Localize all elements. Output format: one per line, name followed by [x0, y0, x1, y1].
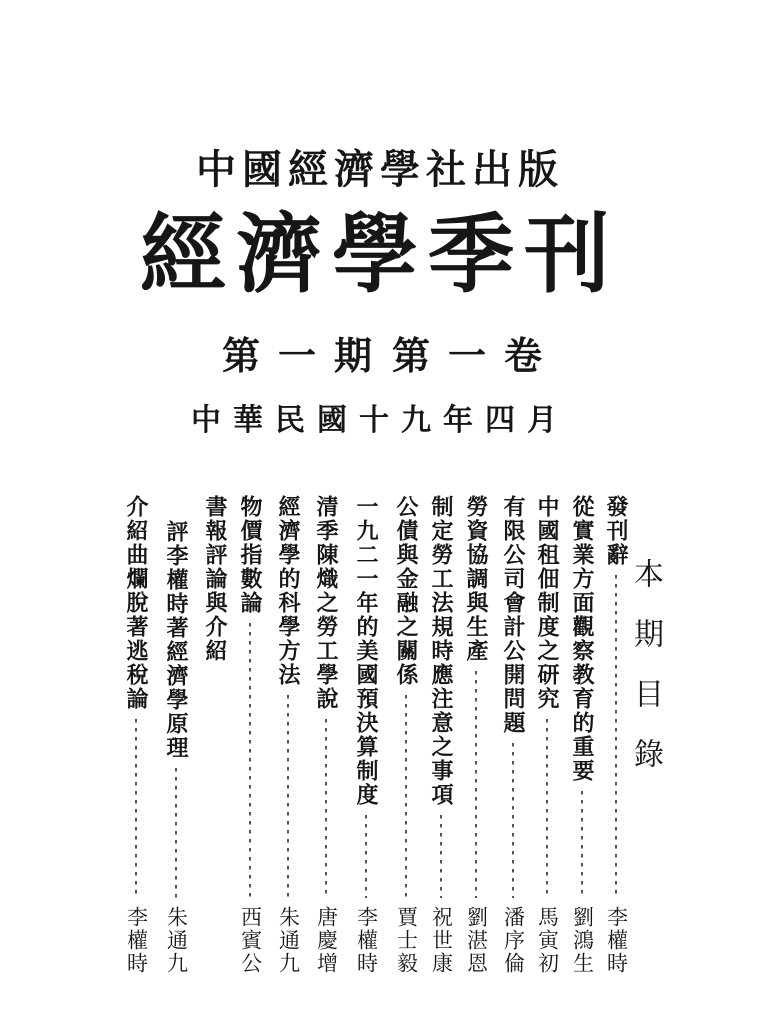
toc-entry-title: 制定勞工法規時應注意之事項 — [428, 495, 454, 807]
toc-entry — [568, 495, 596, 975]
reviews-heading: 書報評論與介紹 — [202, 495, 228, 663]
volume-label: 第一卷 — [391, 333, 560, 378]
publication-date: 中華民國十九年四月 — [191, 403, 569, 438]
toc-entry-author: 潘序倫 — [501, 906, 526, 975]
toc-entry-author: 劉鴻生 — [570, 906, 595, 975]
toc-entry-author: 朱通九 — [276, 906, 301, 975]
review-entry-author: 李權時 — [124, 906, 149, 975]
toc-entry-author: 李權時 — [604, 906, 629, 975]
toc-entry-title: 物價指數論 — [237, 495, 263, 615]
leader-dots — [512, 743, 514, 898]
leader-dots — [325, 719, 327, 898]
toc-entry — [533, 495, 561, 975]
volume-issue-row — [0, 325, 760, 378]
publisher-line: 中國經濟學社出版 — [196, 146, 564, 193]
review-entry-author: 朱通九 — [164, 906, 189, 975]
issue-label: 第一期 — [222, 333, 391, 378]
toc-entry-author: 祝世康 — [429, 906, 454, 975]
toc-entry — [312, 495, 340, 975]
leader-dots — [249, 623, 251, 898]
toc-entry-title: 一九二一年的美國預決算制度 — [353, 495, 379, 807]
leader-dots — [581, 791, 583, 898]
journal-title: 經濟學季刊 — [140, 204, 620, 305]
toc-entry — [499, 495, 527, 975]
toc-entry-title: 從實業方面觀察教育的重要 — [569, 495, 595, 783]
toc-entry — [274, 495, 302, 975]
leader-dots — [475, 671, 477, 898]
toc-entry — [602, 495, 630, 975]
toc-entry — [352, 495, 380, 975]
toc-entry-author: 馬寅初 — [535, 906, 560, 975]
toc-entry-title: 有限公司會計公開問題 — [500, 495, 526, 735]
leader-dots — [615, 575, 617, 898]
leader-dots — [440, 815, 442, 898]
toc-heading: 本期目錄 — [628, 558, 663, 798]
toc-entry-author: 唐慶增 — [314, 906, 339, 975]
toc-entry — [427, 495, 455, 975]
toc-entry — [236, 495, 264, 975]
review-entry — [162, 520, 190, 975]
leader-dots — [175, 768, 177, 898]
leader-dots — [287, 695, 289, 898]
toc-entry — [392, 495, 420, 975]
toc-entry-title: 經濟學的科學方法 — [275, 495, 301, 687]
leader-dots — [365, 815, 367, 898]
toc-entry-title: 發刊辭 — [603, 495, 629, 567]
leader-dots — [546, 719, 548, 898]
toc-entry-title: 公債與金融之關係 — [393, 495, 419, 687]
toc-entry-title: 中國租佃制度之研究 — [534, 495, 560, 711]
toc-entry-title: 清季陳熾之勞工學說 — [313, 495, 339, 711]
leader-dots — [405, 695, 407, 898]
toc-entry — [462, 495, 490, 975]
toc-entry-author: 劉湛恩 — [464, 906, 489, 975]
toc-entry-title: 勞資協調與生產 — [463, 495, 489, 663]
review-entry-title: 介紹曲爛脫著逃稅論 — [123, 495, 149, 711]
review-entry — [122, 495, 150, 975]
toc-entry-author: 西賓公 — [238, 906, 263, 975]
review-entry-title: 評李權時著經濟學原理 — [163, 520, 189, 760]
leader-dots — [135, 719, 137, 898]
toc-entry-author: 賈士毅 — [394, 906, 419, 975]
toc-entry-author: 李權時 — [354, 906, 379, 975]
